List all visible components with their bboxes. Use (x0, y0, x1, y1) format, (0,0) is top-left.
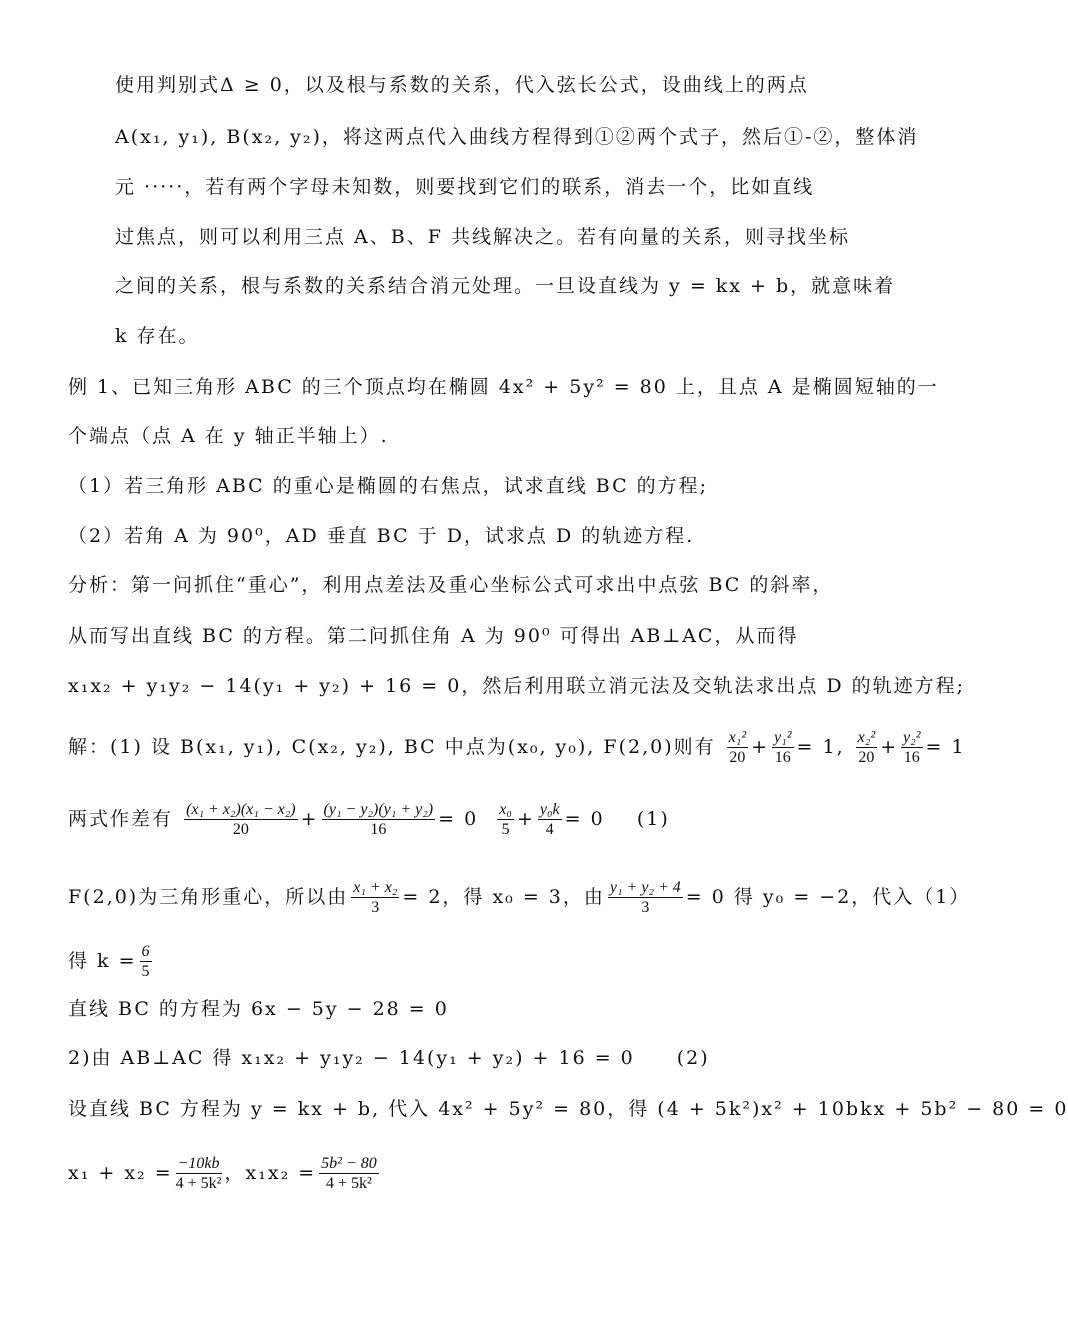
fraction-y-sum-3: $\frac{\text{y₁ + y₂ + 4}}{3}$ (609, 879, 681, 916)
text-line-6: k 存在。 (115, 325, 200, 347)
fraction-x1sq-20: $\frac{\text{x₁²}}{20}$ (728, 729, 747, 766)
fraction-y0k-4: $\frac{\text{y₀k}}{4}$ (539, 801, 560, 838)
fraction-diff-y: $\frac{\text{(y₁ − y₂)(y₁ + y₂)}}{16}$ (323, 801, 434, 838)
equation-tag-1: (1) (636, 808, 670, 830)
fraction-diff-x: $\frac{\text{(x₁ + x₂)(x₁ − x₂)}}{20}$ (186, 801, 296, 838)
analysis-line-1: 分析：第一问抓住“重心”，利用点差法及重心坐标公式可求出中点弦 BC 的斜率， (68, 574, 834, 596)
part-2-condition: 2)由 AB⊥AC 得 x₁x₂ + y₁y₂ − 14(y₁ + y₂) + 16 = 0 (2) (68, 1047, 710, 1069)
slope-result: 得 k = $\frac{6}{5}$ (68, 943, 150, 980)
solution-setup-text: 解：(1) 设 B(x₁, y₁), C(x₂, y₂), BC 中点为(x₀, y₀), F(2,0)则有 (68, 736, 716, 758)
vieta-formulas: x₁ + x₂ = $\frac{-10kb}{\text{4 + 5k²}}$ ，x₁x₂ = $\frac{\text{5b² − 80}}{\text{4 + 5k²}}$ (68, 1155, 377, 1192)
text-line-4: 过焦点，则可以利用三点 A、B、F 共线解决之。若有向量的关系，则寻找坐标 (115, 226, 850, 248)
text-line-2: A(x₁, y₁), B(x₂, y₂)，将这两点代入曲线方程得到①②两个式子，然后①-②，整体消 (115, 126, 919, 148)
fraction-x-sum-3: $\frac{\text{x₁ + x₂}}{3}$ (353, 879, 398, 916)
set-line-bc: 设直线 BC 方程为 y = kx + b, 代入 4x² + 5y² = 80，得 (4 + 5k²)x² + 10bkx + 5b² − 80 = 0 (68, 1098, 1068, 1120)
analysis-line-2: 从而写出直线 BC 的方程。第二问抓住角 A 为 90⁰ 可得出 AB⊥AC，从而得 (68, 625, 799, 647)
text-line-5: 之间的关系，根与系数的关系结合消元处理。一旦设直线为 y = kx + b，就意味着 (115, 275, 896, 297)
line-bc-equation: 直线 BC 的方程为 6x − 5y − 28 = 0 (68, 998, 449, 1020)
example-1-statement-cont: 个端点（点 A 在 y 轴正半轴上）. (68, 425, 389, 447)
fraction-y2sq-16: $\frac{\text{y₂²}}{16}$ (903, 729, 921, 766)
fraction-6-5: $\frac{6}{5}$ (141, 943, 150, 980)
centroid-line: F(2,0)为三角形重心，所以由 $\frac{\text{x₁ + x₂}}{3}$ = 2，得 x₀ = 3，由 $\frac{\text{y₁ + y₂ + 4}}{3}$ = 0 得 y₀ = −2，代入（1） (68, 879, 971, 916)
example-1-statement: 例 1、已知三角形 ABC 的三个顶点均在椭圆 4x² + 5y² = 80 上，且点 A 是椭圆短轴的一 (68, 376, 939, 398)
fraction-y1sq-16: $\frac{\text{y₁²}}{16}$ (774, 729, 792, 766)
analysis-line-3: x₁x₂ + y₁y₂ − 14(y₁ + y₂) + 16 = 0，然后利用联立消元法及交轨法求出点 D 的轨迹方程; (68, 675, 966, 697)
fraction-sum: $\frac{-10kb}{\text{4 + 5k²}}$ (175, 1155, 222, 1192)
text-line-3: 元 ·····，若有两个字母未知数，则要找到它们的联系，消去一个，比如直线 (115, 176, 815, 198)
fraction-x2sq-20: $\frac{\text{x₂²}}{20}$ (857, 729, 876, 766)
difference-equation: 两式作差有 $\frac{\text{(x₁ + x₂)(x₁ − x₂)}}{20}$ + $\frac{\text{(y₁ − y₂)(y₁ + y₂)}}{16}$ = 0 $\frac{\text{x₀}}{5}$ + $\frac{\text{y₀k}}{4}$ = 0 (1) (68, 801, 670, 838)
question-2: （2）若角 A 为 90⁰，AD 垂直 BC 于 D，试求点 D 的轨迹方程. (68, 525, 695, 547)
solution-setup: 解：(1) 设 B(x₁, y₁), C(x₂, y₂), BC 中点为(x₀, y₀), F(2,0)则有 $\frac{\text{x₁²}}{20}$ + $\frac{\text{y₁²}}{16}$ = 1, $\frac{\text{x₂²}}{20}$ + $\frac{\text{y₂²}}{16}$ = 1 (68, 729, 966, 766)
text-line-1: 使用判别式Δ ≥ 0，以及根与系数的关系，代入弦长公式，设曲线上的两点 (115, 74, 809, 96)
question-1: （1）若三角形 ABC 的重心是椭圆的右焦点，试求直线 BC 的方程; (68, 475, 709, 497)
fraction-x0-5: $\frac{\text{x₀}}{5}$ (499, 801, 512, 838)
fraction-product: $\frac{\text{5b² − 80}}{\text{4 + 5k²}}$ (321, 1155, 377, 1192)
